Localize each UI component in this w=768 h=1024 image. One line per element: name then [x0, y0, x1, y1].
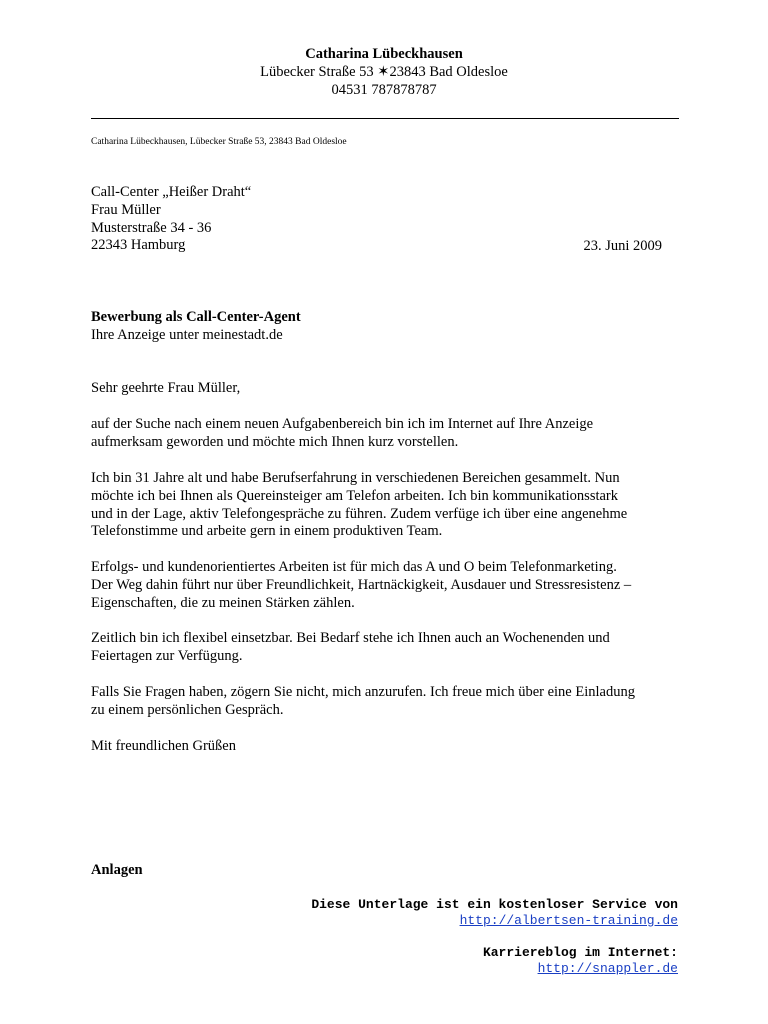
text-line: Erfolgs- und kundenorientiertes Arbeiten ist für mich das A und O beim Telefonmarketing. [91, 559, 617, 575]
paragraph-experience [91, 470, 681, 541]
paragraph-availability [91, 630, 681, 666]
recipient-company: Call-Center „Heißer Draht“ [91, 184, 252, 200]
text-line: Zeitlich bin ich flexibel einsetzbar. Bei Bedarf stehe ich Ihnen auch an Wochenenden und [91, 630, 610, 646]
header-divider [91, 118, 679, 119]
sender-line: Catharina Lübeckhausen, Lübecker Straße 53, 23843 Bad Oldesloe [91, 137, 347, 147]
paragraph-strengths [91, 559, 681, 612]
paragraph-contact [91, 684, 681, 720]
footer-blog-text: Karriereblog im Internet: [482, 945, 678, 960]
closing: Mit freundlichen Grüßen [91, 738, 236, 754]
text-line: auf der Suche nach einem neuen Aufgabenbereich bin ich im Internet auf Ihre Anzeige [91, 416, 594, 432]
text-line: möchte ich bei Ihnen als Quereinsteiger am Telefon arbeiten. Ich bin kommunikationsstark [91, 487, 618, 504]
recipient-block [91, 184, 251, 255]
letterhead-address [0, 63, 768, 81]
text-line: und in der Lage, aktiv Telefongespräche zu führen. Zudem verfüge ich über eine angenehme [91, 505, 628, 522]
footer-service [311, 897, 678, 929]
footer-service-text: Diese Unterlage ist ein kostenloser Service von [311, 897, 678, 912]
text-line: Telefonstimme und arbeite gern in einem produktiven Team. [91, 523, 443, 540]
letterhead-phone: 04531 787878787 [331, 82, 437, 98]
footer-blog-link[interactable]: http://snappler.de [537, 961, 678, 976]
letterhead [0, 45, 768, 99]
footer-service-link[interactable]: http://albertsen-training.de [459, 913, 678, 928]
attachments-label: Anlagen [91, 862, 143, 878]
salutation: Sehr geehrte Frau Müller, [91, 380, 241, 396]
letterhead-name: Catharina Lübeckhausen [305, 46, 463, 62]
letterhead-street: Lübecker Straße 53 [260, 64, 374, 80]
text-line: Falls Sie Fragen haben, zögern Sie nicht, mich anzurufen. Ich freue mich über eine Einladung [91, 684, 635, 700]
recipient-street: Musterstraße 34 - 36 [91, 219, 212, 236]
subject-title: Bewerbung als Call-Center-Agent [91, 309, 301, 325]
recipient-contact: Frau Müller [91, 201, 161, 218]
subject-block [91, 309, 301, 345]
subject-reference: Ihre Anzeige unter meinestadt.de [91, 326, 283, 343]
text-line: zu einem persönlichen Gespräch. [91, 701, 284, 718]
text-line: Der Weg dahin führt nur über Freundlichkeit, Hartnäckigkeit, Ausdauer und Stressresistenz – [91, 576, 632, 593]
recipient-city: 22343 Hamburg [91, 237, 186, 254]
text-line: Eigenschaften, die zu meinen Stärken zählen. [91, 594, 355, 611]
text-line: Ich bin 31 Jahre alt und habe Berufserfahrung in verschiedenen Bereichen gesammelt. Nun [91, 470, 620, 486]
footer-blog [483, 945, 678, 977]
text-line: Feiertagen zur Verfügung. [91, 647, 243, 664]
address-separator-icon: ✶ [377, 64, 390, 80]
paragraph-intro [91, 416, 681, 452]
text-line: aufmerksam geworden und möchte mich Ihnen kurz vorstellen. [91, 433, 459, 450]
letterhead-city: 23843 Bad Oldesloe [389, 64, 508, 80]
letter-date: 23. Juni 2009 [583, 238, 662, 254]
